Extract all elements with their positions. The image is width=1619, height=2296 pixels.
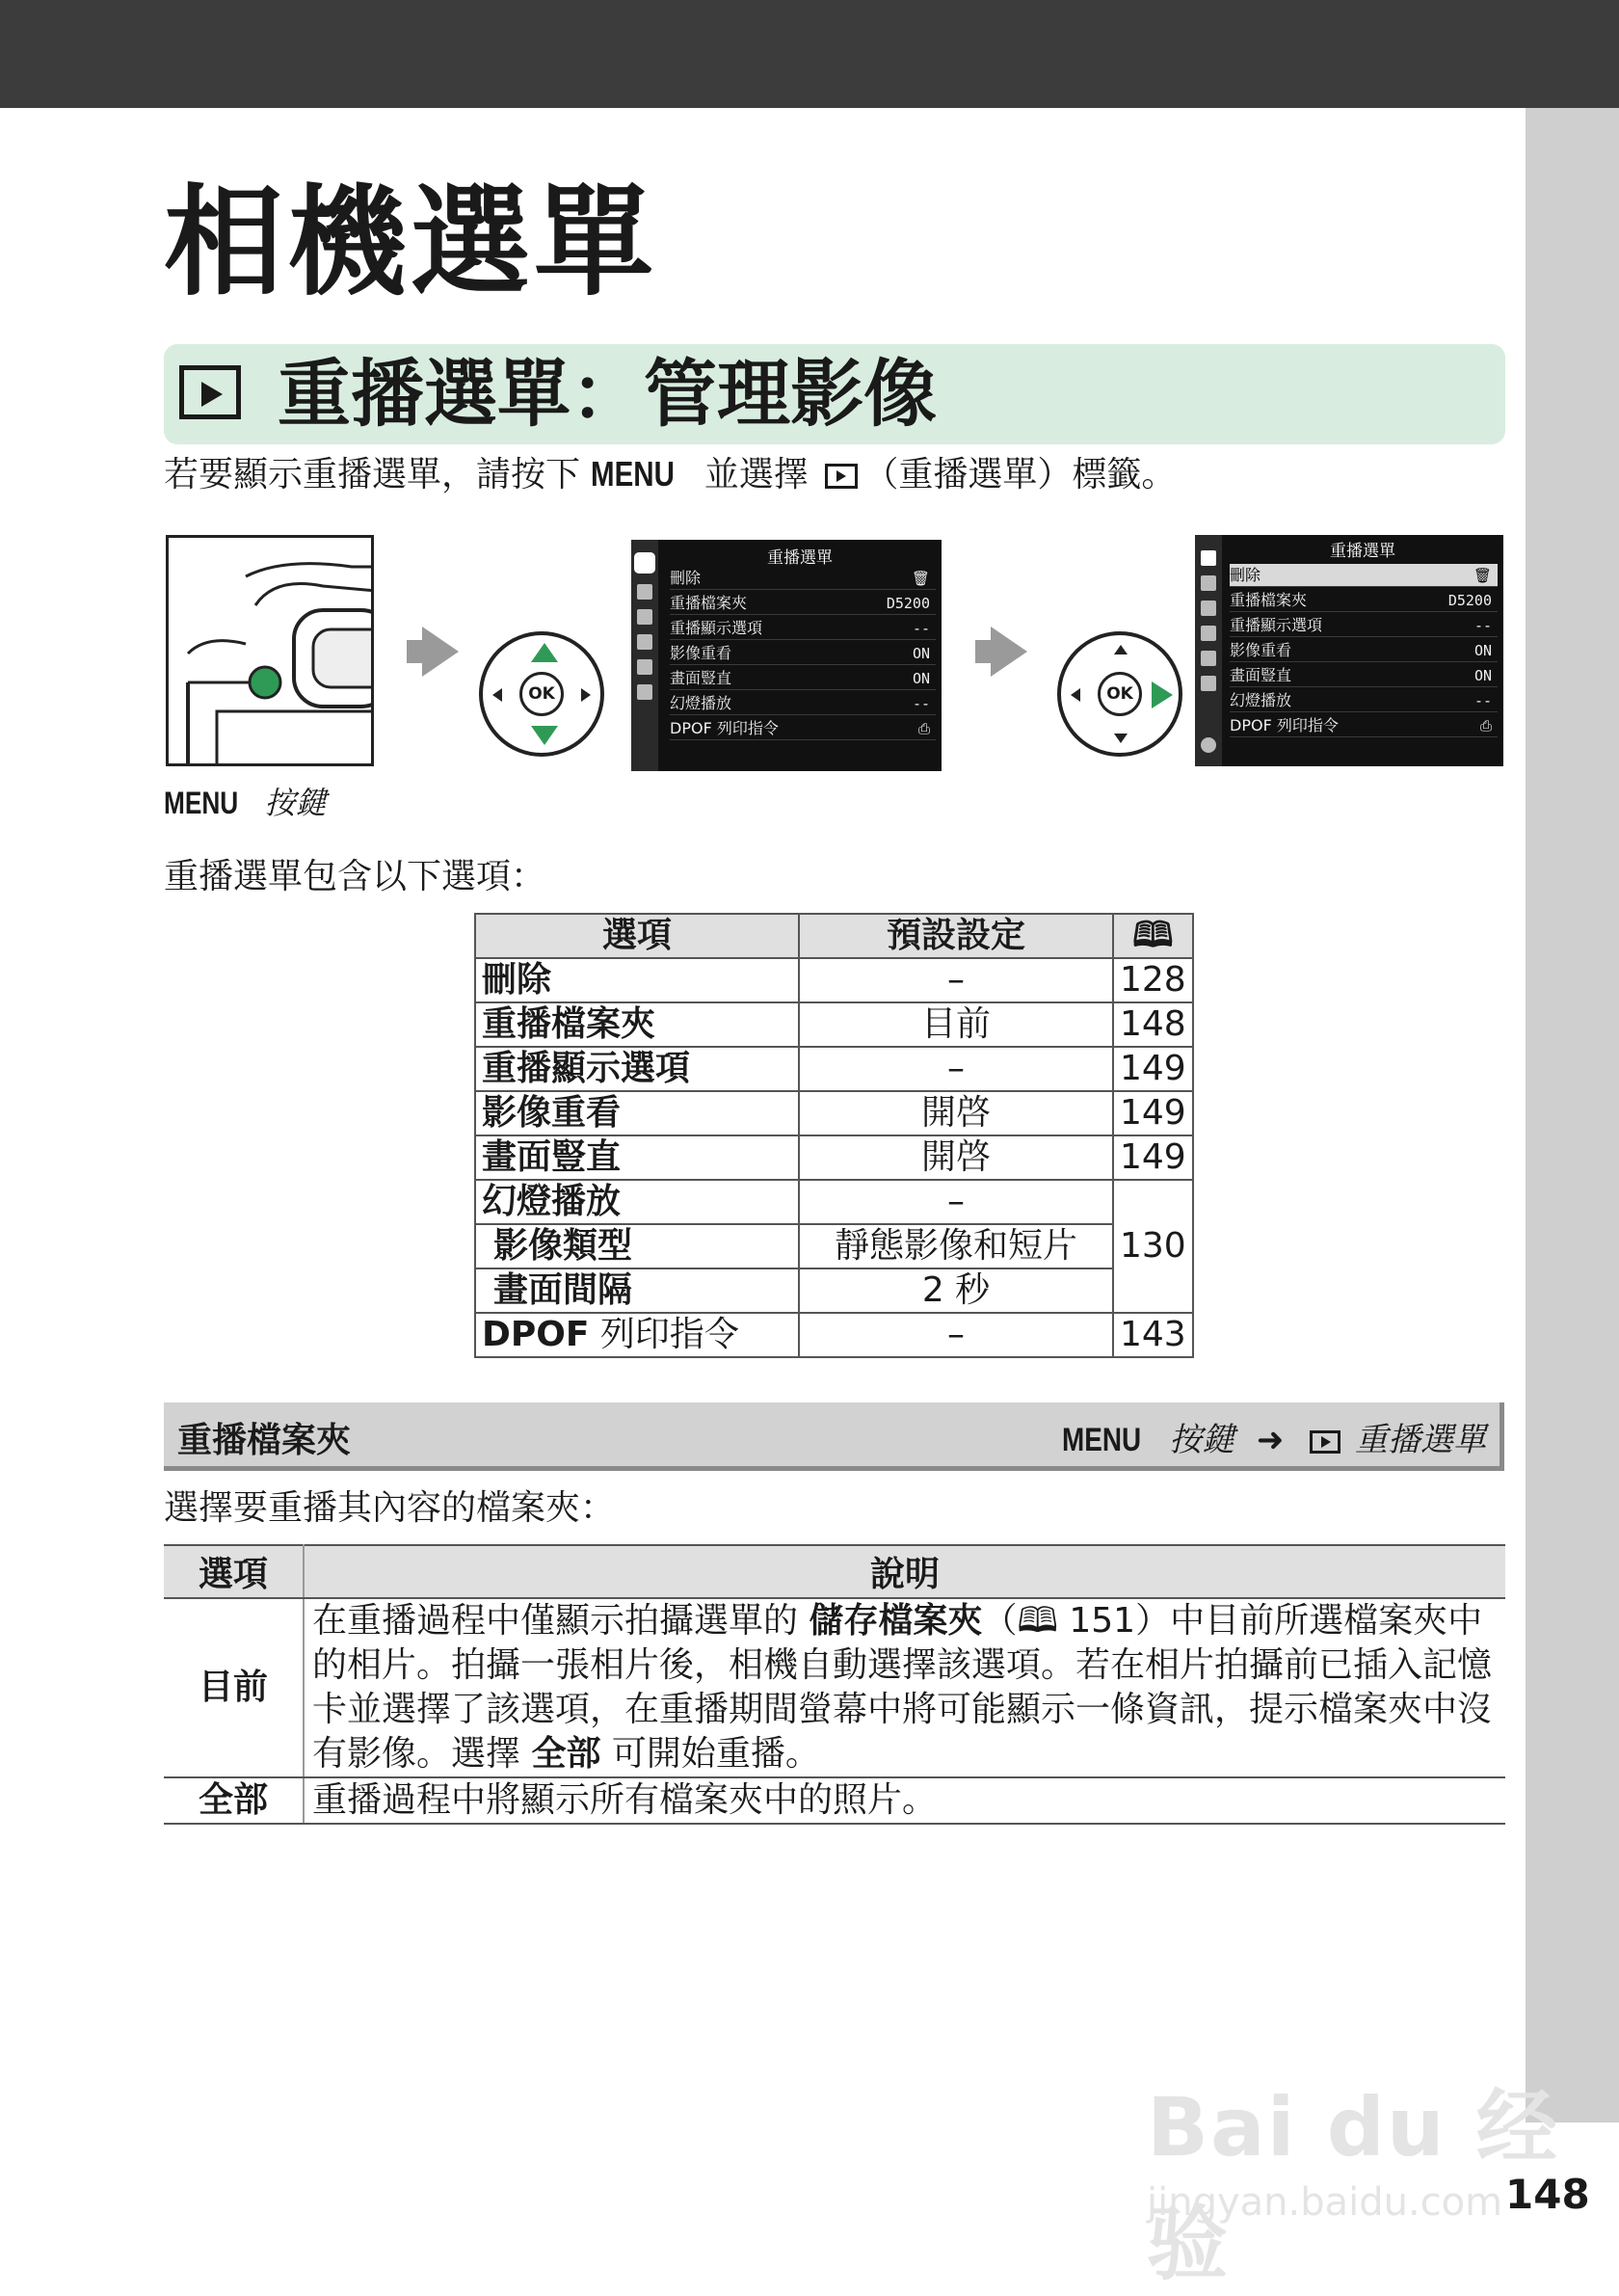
screen-row-selected: 刪除 🗑 [1230, 564, 1498, 587]
menu-key-label: MENU [1062, 1422, 1142, 1458]
subsection-header [164, 1402, 1504, 1471]
cell-page: 130 [1113, 1180, 1193, 1313]
cell-default: – [799, 1047, 1113, 1091]
cell-page: 128 [1113, 958, 1193, 1002]
desc-text: 在重播過程中僅顯示拍攝選單的 [312, 1601, 810, 1641]
cell-option: 目前 [164, 1598, 304, 1777]
side-tab [1526, 108, 1619, 2122]
screen-row: 畫面豎直 ON [670, 667, 936, 690]
menu-key-label: MENU [164, 786, 239, 820]
desc-bold: 儲存檔案夾 [809, 1601, 983, 1641]
illustration-caption [164, 779, 326, 823]
cell-page: 149 [1113, 1135, 1193, 1180]
cell-option: 重播檔案夾 [475, 1002, 799, 1047]
table-row [164, 1777, 1505, 1824]
arrow-icon: ➜ [1256, 1421, 1285, 1459]
retouch-tab-icon [1201, 651, 1216, 666]
cell-description [304, 1598, 1505, 1777]
col-header-description: 說明 [304, 1545, 1505, 1598]
col-header-option: 選項 [164, 1545, 304, 1598]
play-icon [179, 365, 241, 419]
up-arrow-icon [531, 643, 558, 662]
left-arrow-icon [492, 688, 502, 702]
recent-tab-icon [637, 684, 652, 700]
table-row [164, 1598, 1505, 1777]
camera-tab-icon [1201, 575, 1216, 591]
multi-selector-dial [1057, 631, 1182, 757]
down-arrow-icon [531, 726, 558, 745]
wrench-tab-icon [1201, 626, 1216, 641]
cell-default: – [799, 1180, 1113, 1224]
table-row [475, 1224, 1193, 1268]
intro-text-2: 並選擇 [693, 455, 820, 494]
cell-default: 開啓 [799, 1135, 1113, 1180]
table-row [475, 1135, 1193, 1180]
cell-page: 143 [1113, 1313, 1193, 1357]
camera-back-drawing [169, 538, 374, 766]
desc-text: （🕮 151）中目前所選檔案夾中的相片。拍攝一張相片後，相機自動選擇該選項。若在相片拍攝前已插入記憶卡並選擇了該選項，在重播期間螢幕中將可能顯示一條資訊，提示檔案夾中沒有影像。選擇 [312, 1601, 1493, 1774]
caption-text: 按鍵 [264, 785, 327, 821]
screen-row: DPOF 列印指令 ⎙ [670, 717, 936, 740]
section-title: 重播選單：管理影像 [278, 351, 937, 437]
play-icon [825, 464, 858, 489]
play-tab-icon [637, 555, 652, 571]
col-header-default: 預設設定 [799, 914, 1113, 958]
right-arrow-icon [1152, 681, 1173, 708]
cell-option: 幻燈播放 [475, 1180, 799, 1224]
screen-tab-icons [1195, 535, 1222, 766]
camera-screen-1 [631, 540, 942, 771]
camera-screen-2 [1195, 535, 1503, 766]
cell-option-rest: 列印指令 [589, 1315, 739, 1354]
screen-tab-icons [631, 540, 658, 771]
arrow-right-icon [991, 627, 1027, 677]
help-icon [1201, 737, 1216, 753]
table-header-row [475, 914, 1193, 958]
section-header [164, 344, 1505, 444]
options-table [474, 913, 1194, 1358]
cell-default: 開啓 [799, 1091, 1113, 1135]
ok-button-icon: OK [519, 672, 564, 716]
cell-option: 畫面豎直 [475, 1135, 799, 1180]
options-intro: 重播選單包含以下選項： [164, 857, 546, 896]
screen-title: 重播選單 [767, 548, 833, 568]
col-header-option: 選項 [475, 914, 799, 958]
pencil-tab-icon [637, 609, 652, 625]
subsection-intro: 選擇要重播其內容的檔案夾： [164, 1488, 616, 1528]
screen-row: 畫面豎直 ON [1230, 664, 1498, 687]
desc-bold: 全部 [531, 1734, 601, 1774]
up-arrow-icon [1114, 645, 1128, 654]
camera-illustration [166, 535, 374, 766]
cell-option: 重播顯示選項 [475, 1047, 799, 1091]
watermark-logo: Bai du 经验 [1147, 2080, 1559, 2291]
cell-page: 149 [1113, 1047, 1193, 1091]
intro-paragraph [164, 453, 1176, 495]
screen-row: 重播顯示選項 -- [670, 617, 936, 640]
folder-options-table [164, 1544, 1505, 1825]
screen-row: DPOF 列印指令 ⎙ [1230, 714, 1498, 737]
intro-text-1: 若要顯示重播選單，請按下 [164, 455, 592, 494]
desc-text: 可開始重播。 [600, 1734, 820, 1774]
table-row [475, 1180, 1193, 1224]
recent-tab-icon [1201, 676, 1216, 691]
screen-row: 幻燈播放 -- [670, 692, 936, 715]
down-arrow-icon [1114, 734, 1128, 743]
cell-option: 影像類型 [475, 1224, 799, 1268]
play-tab-icon [1201, 550, 1216, 566]
screen-row: 刪除 🗑 [670, 567, 936, 590]
cell-option: 刪除 [475, 958, 799, 1002]
table-row [475, 1002, 1193, 1047]
screen-row: 重播檔案夾 D5200 [1230, 589, 1498, 612]
cell-default: – [799, 1313, 1113, 1357]
subsection-title: 重播檔案夾 [177, 1421, 352, 1460]
screen-row: 幻燈播放 -- [1230, 689, 1498, 712]
arrow-right-icon [422, 627, 459, 677]
screen-row: 影像重看 ON [670, 642, 936, 665]
cell-default: 目前 [799, 1002, 1113, 1047]
page-number: 148 [1505, 2171, 1590, 2218]
page-title: 相機選單 [164, 174, 658, 312]
multi-selector-dial [479, 631, 604, 757]
pencil-tab-icon [1201, 601, 1216, 616]
table-row [475, 1313, 1193, 1357]
cell-option-bold: DPOF [482, 1315, 590, 1354]
top-bar [0, 0, 1619, 108]
cell-default: 2 秒 [799, 1268, 1113, 1313]
cell-default: 靜態影像和短片 [799, 1224, 1113, 1268]
ok-button-icon: OK [1098, 672, 1142, 716]
table-row [475, 1047, 1193, 1091]
wrench-tab-icon [637, 634, 652, 650]
left-arrow-icon [1071, 688, 1080, 702]
menu-path [1062, 1413, 1486, 1460]
screen-row: 重播檔案夾 D5200 [670, 592, 936, 615]
path-text: 按鍵 [1169, 1421, 1235, 1459]
table-row [475, 958, 1193, 1002]
cell-option: 畫面間隔 [475, 1268, 799, 1313]
screen-title: 重播選單 [1330, 542, 1395, 561]
table-header-row [164, 1545, 1505, 1598]
cell-option [475, 1313, 799, 1357]
play-icon [1310, 1430, 1340, 1454]
cell-page: 149 [1113, 1091, 1193, 1135]
table-row [475, 1268, 1193, 1313]
cell-default: – [799, 958, 1113, 1002]
table-row [475, 1091, 1193, 1135]
intro-text-3: （重播選單）標籤。 [863, 455, 1177, 494]
right-arrow-icon [581, 688, 591, 702]
screen-row: 影像重看 ON [1230, 639, 1498, 662]
cell-option: 影像重看 [475, 1091, 799, 1135]
cell-description: 重播過程中將顯示所有檔案夾中的照片。 [304, 1777, 1505, 1824]
camera-tab-icon [637, 584, 652, 600]
cell-option: 全部 [164, 1777, 304, 1824]
menu-key-label: MENU [591, 454, 676, 494]
book-icon: 🕮 [1113, 914, 1193, 958]
retouch-tab-icon [637, 659, 652, 675]
cell-page: 148 [1113, 1002, 1193, 1047]
path-target: 重播選單 [1355, 1421, 1486, 1459]
watermark-url: jingyan.baidu.com [1147, 2180, 1503, 2225]
screen-row: 重播顯示選項 -- [1230, 614, 1498, 637]
